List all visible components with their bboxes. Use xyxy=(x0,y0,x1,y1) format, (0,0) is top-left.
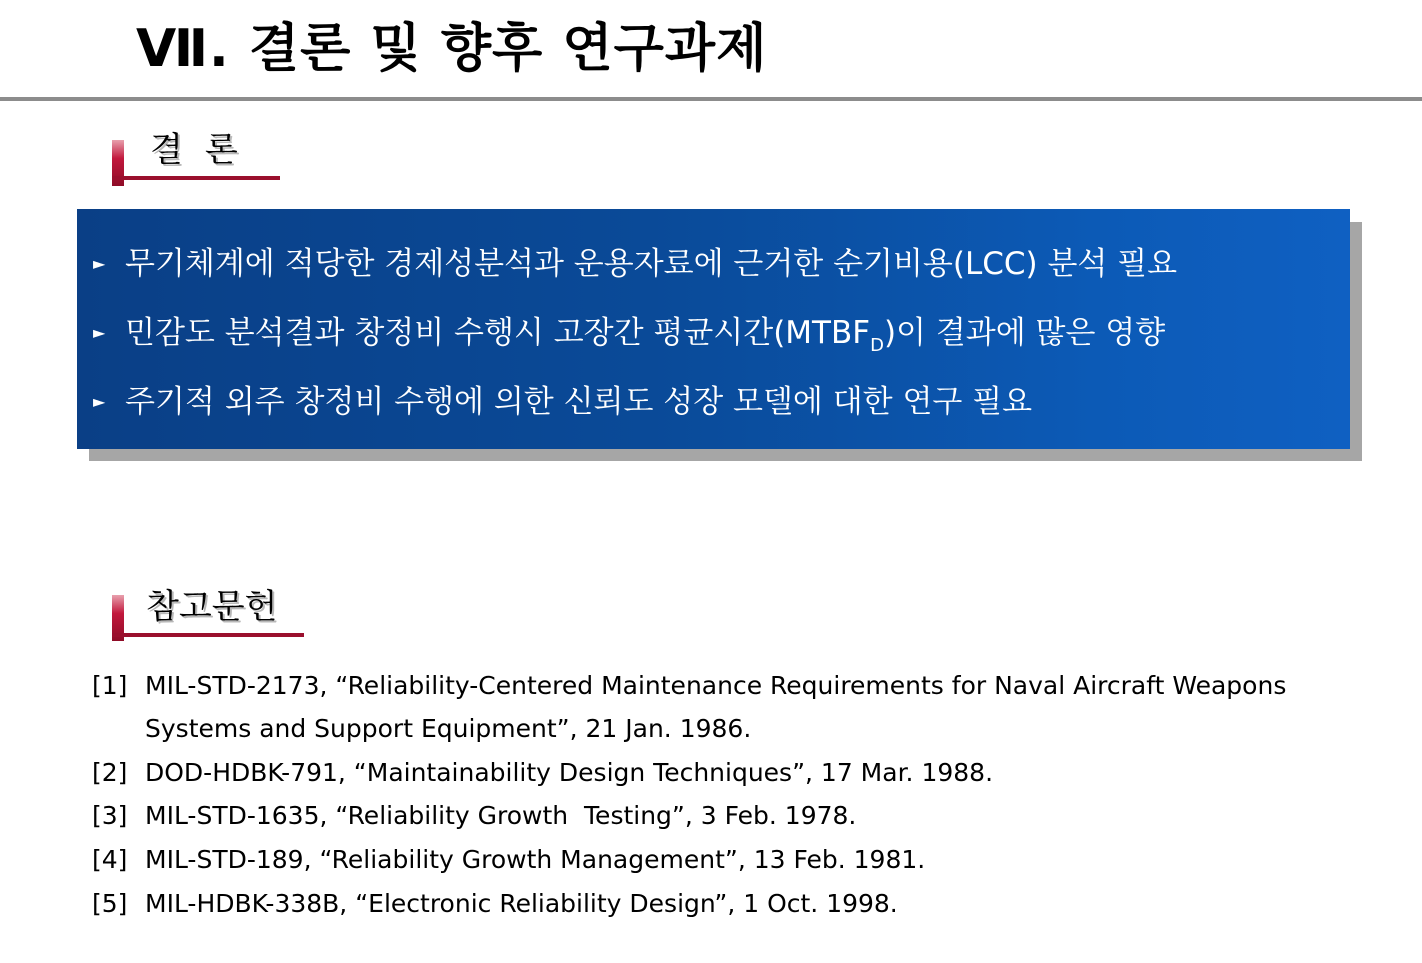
reference-text: MIL-STD-189, “Reliability Growth Management”, 13 Feb. 1981. xyxy=(145,845,926,874)
conclusion-item-2 xyxy=(93,313,1165,366)
reference-text: MIL-HDBK-338B, “Electronic Reliability Design”, 1 Oct. 1998. xyxy=(145,889,898,918)
bullet-arrow-icon: ► xyxy=(93,254,106,273)
reference-item-1-continued xyxy=(145,711,751,747)
reference-item-5 xyxy=(92,886,898,922)
reference-number: [2] xyxy=(92,758,128,787)
section-title-conclusion: 결론 xyxy=(150,130,260,170)
reference-item-4 xyxy=(92,842,925,878)
reference-text: Systems and Support Equipment”, 21 Jan. 1986. xyxy=(145,714,752,743)
reference-text: MIL-STD-1635, “Reliability Growth Testing”, 3 Feb. 1978. xyxy=(145,801,857,830)
reference-number: [3] xyxy=(92,801,128,830)
reference-number: [4] xyxy=(92,845,128,874)
reference-text: DOD-HDBK-791, “Maintainability Design Techniques”, 17 Mar. 1988. xyxy=(145,758,994,787)
conclusion-item-text: 주기적 외주 창정비 수행에 의한 신뢰도 성장 모델에 대한 연구 필요 xyxy=(125,384,1033,420)
section-underline xyxy=(112,176,280,180)
bullet-arrow-icon: ► xyxy=(93,392,106,411)
reference-item-1 xyxy=(92,668,1286,704)
page-title: Ⅶ. 결론 및 향후 연구과제 xyxy=(136,19,768,79)
section-heading-conclusion xyxy=(112,130,284,196)
section-title-references: 참고문헌 xyxy=(146,587,278,627)
section-heading-references xyxy=(112,587,306,651)
reference-number: [1] xyxy=(92,671,128,700)
reference-number: [5] xyxy=(92,889,128,918)
conclusion-item-subscript: D xyxy=(870,335,884,356)
title-divider xyxy=(0,97,1422,101)
reference-item-3 xyxy=(92,798,856,834)
bullet-arrow-icon: ► xyxy=(93,323,106,342)
conclusion-item-3 xyxy=(93,382,1032,422)
conclusion-item-1 xyxy=(93,244,1177,284)
conclusion-item-text-before: 민감도 분석결과 창정비 수행시 고장간 평균시간(MTBF xyxy=(125,315,871,351)
conclusion-item-text: 무기체계에 적당한 경제성분석과 운용자료에 근거한 순기비용(LCC) 분석 필요 xyxy=(125,246,1178,282)
conclusion-item-text-after: )이 결과에 많은 영향 xyxy=(883,315,1166,351)
reference-item-2 xyxy=(92,755,993,791)
reference-text: MIL-STD-2173, “Reliability-Centered Maintenance Requirements for Naval Aircraft Weapons xyxy=(145,671,1287,700)
section-underline xyxy=(112,633,304,637)
